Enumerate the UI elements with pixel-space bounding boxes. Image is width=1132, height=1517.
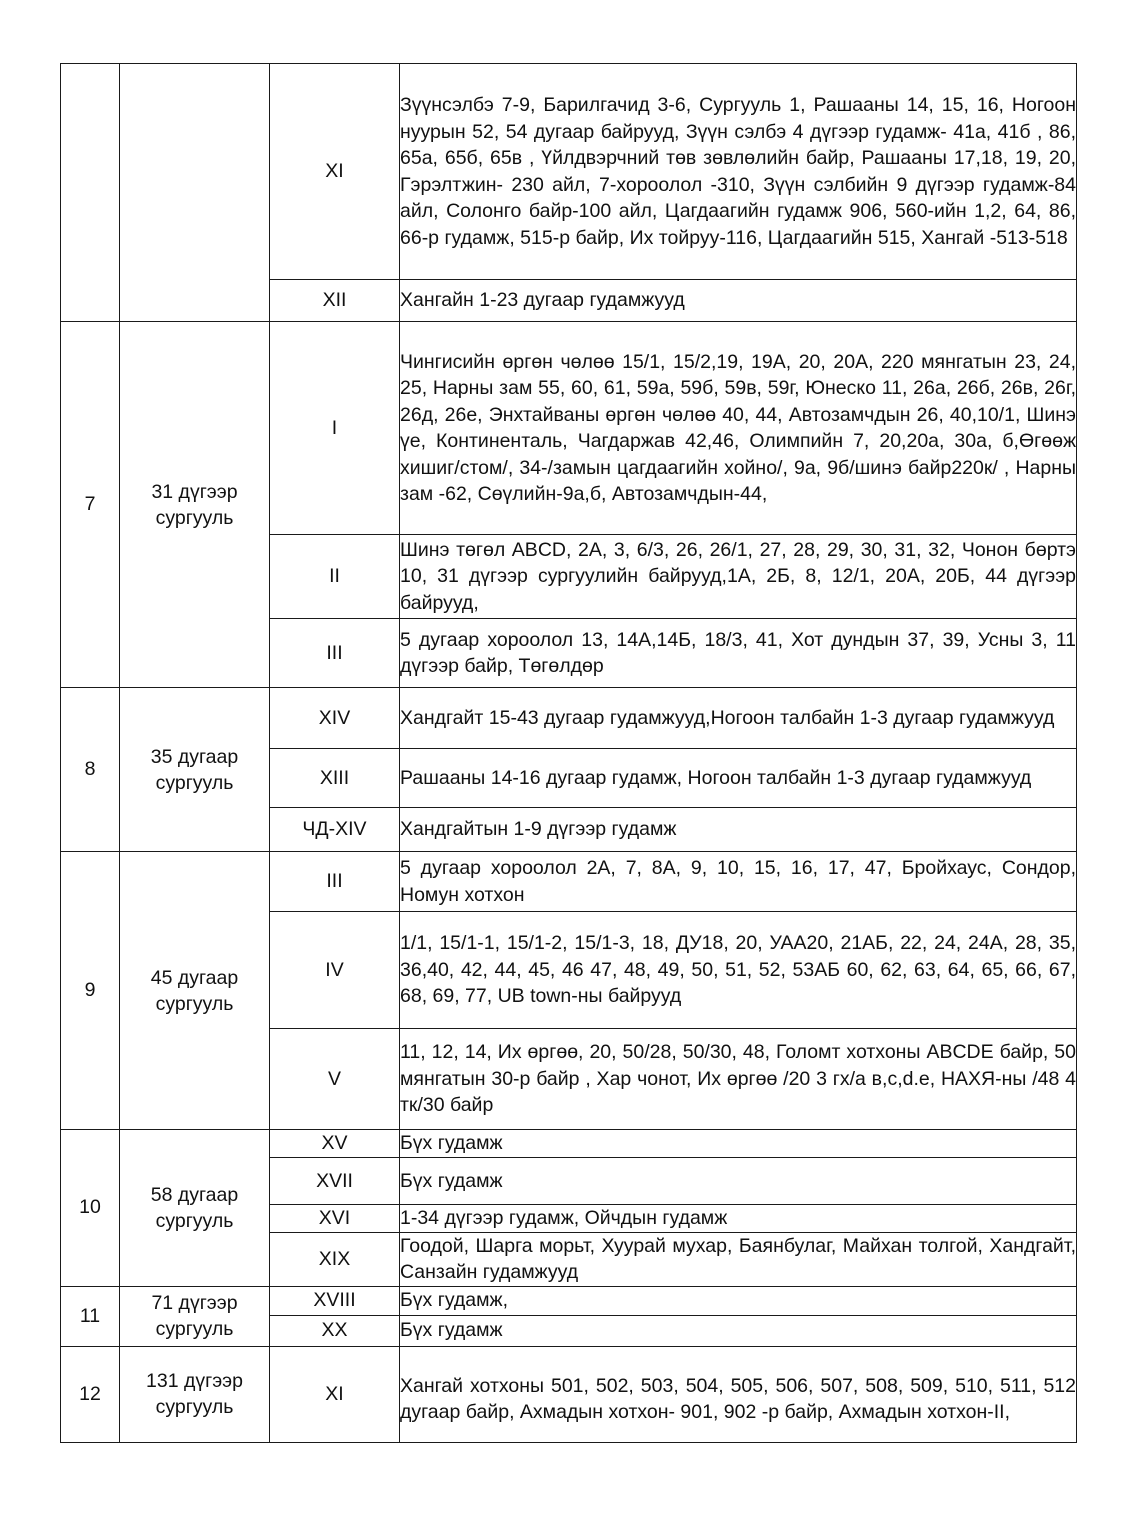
school-name-cell: 45 дугаар сургууль xyxy=(120,852,270,1130)
khoroo-cell: XI xyxy=(270,64,400,280)
table-row xyxy=(61,1130,1077,1158)
address-cell: Зүүнсэлбэ 7-9, Барилгачид 3-6, Сургууль 1, Рашааны 14, 15, 16, Ногоон нуурын 52, 54 дугаар байрууд, Зүүн сэлбэ 4 дүгээр гудамж- 41а, 41б , 86, 65а, 65б, 65в , Үйлдвэрчний төв зөвлөлийн байр, Рашааны 17,18, 19, 20, Гэрэлтжин- 230 айл, 7-хороолол -310, Зүүн сэлбийн 9 дүгээр гудамж-84 айл, Солонго байр-100 айл, Цагдаагийн гудамж 906, 560-ийн 1,2, 64, 86, 66-р гудамж, 515-р байр, Их тойруу-116, Цагдаагийн 515, Хангай -513-518 xyxy=(400,64,1077,280)
group-number-cell xyxy=(61,64,120,322)
address-cell: Бүх гудамж, xyxy=(400,1286,1077,1315)
address-cell: Хангайн 1-23 дугаар гудамжууд xyxy=(400,280,1077,322)
khoroo-cell: XVI xyxy=(270,1205,400,1233)
table-row xyxy=(61,322,1077,535)
group-number-cell: 8 xyxy=(61,688,120,852)
address-cell: 5 дугаар хороолол 13, 14А,14Б, 18/3, 41, Хот дундын 37, 39, Усны 3, 11 дүгээр байр, Төгөлдөр xyxy=(400,619,1077,688)
address-cell: Рашааны 14-16 дугаар гудамж, Ногоон талбайн 1-3 дугаар гудамжууд xyxy=(400,749,1077,808)
group-number-cell: 11 xyxy=(61,1286,120,1346)
khoroo-cell: XVII xyxy=(270,1158,400,1205)
khoroo-cell: III xyxy=(270,852,400,912)
school-name-cell xyxy=(120,64,270,322)
address-cell: 1/1, 15/1-1, 15/1-2, 15/1-3, 18, ДУ18, 20, УАА20, 21АБ, 22, 24, 24А, 28, 35, 36,40, 42, 44, 45, 46 47, 48, 49, 50, 51, 52, 53АБ 60, 62, 63, 64, 65, 66, 67, 68, 69, 77, UB town-ны байрууд xyxy=(400,912,1077,1029)
address-cell: 5 дугаар хороолол 2А, 7, 8А, 9, 10, 15, 16, 17, 47, Бройхаус, Сондор, Номун хотхон xyxy=(400,852,1077,912)
address-cell: 1-34 дүгээр гудамж, Ойчдын гудамж xyxy=(400,1205,1077,1233)
khoroo-cell: XV xyxy=(270,1130,400,1158)
address-cell: Хандгайтын 1-9 дүгээр гудамж xyxy=(400,808,1077,852)
table-row xyxy=(61,1346,1077,1442)
school-name-cell: 58 дугаар сургууль xyxy=(120,1130,270,1287)
address-cell: Бүх гудамж xyxy=(400,1315,1077,1346)
khoroo-cell: I xyxy=(270,322,400,535)
address-cell: Бүх гудамж xyxy=(400,1130,1077,1158)
khoroo-cell: XII xyxy=(270,280,400,322)
khoroo-cell: XIV xyxy=(270,688,400,749)
school-name-cell: 71 дүгээр сургууль xyxy=(120,1286,270,1346)
address-cell: Чингисийн өргөн чөлөө 15/1, 15/2,19, 19А, 20, 20А, 220 мянгатын 23, 24, 25, Нарны зам 55, 60, 61, 59а, 59б, 59в, 59г, Юнеско 11, 26а, 26б, 26в, 26г, 26д, 26е, Энхтайваны өргөн чөлөө 40, 44, Автозамчдын 26, 40,10/1, Шинэ үе, Континенталь, Чагдаржав 42,46, Олимпийн 7, 20,20а, 30а, б,Өгөөж хишиг/стом/, 34-/замын цагдаагийн хойно/, 9а, 9б/шинэ байр220к/ , Нарны зам -62, Сөүлийн-9а,б, Автозамчдын-44, xyxy=(400,322,1077,535)
group-number-cell: 9 xyxy=(61,852,120,1130)
school-name-cell: 131 дүгээр сургууль xyxy=(120,1346,270,1442)
khoroo-cell: XI xyxy=(270,1346,400,1442)
table-row xyxy=(61,688,1077,749)
group-number-cell: 10 xyxy=(61,1130,120,1287)
address-cell: Гоодой, Шарга морьт, Хуурай мухар, Баянбулаг, Майхан толгой, Хандгайт, Санзайн гудамжууд xyxy=(400,1232,1077,1286)
group-number-cell: 7 xyxy=(61,322,120,688)
khoroo-cell: ЧД-XIV xyxy=(270,808,400,852)
school-name-cell: 35 дугаар сургууль xyxy=(120,688,270,852)
table-row xyxy=(61,852,1077,912)
address-cell: Хандгайт 15-43 дугаар гудамжууд,Ногоон талбайн 1-3 дугаар гудамжууд xyxy=(400,688,1077,749)
address-cell: Бүх гудамж xyxy=(400,1158,1077,1205)
khoroo-cell: XVIII xyxy=(270,1286,400,1315)
khoroo-cell: IV xyxy=(270,912,400,1029)
khoroo-cell: V xyxy=(270,1029,400,1130)
table-row xyxy=(61,1286,1077,1315)
group-number-cell: 12 xyxy=(61,1346,120,1442)
khoroo-cell: XX xyxy=(270,1315,400,1346)
khoroo-cell: XIII xyxy=(270,749,400,808)
table-row xyxy=(61,64,1077,280)
khoroo-cell: II xyxy=(270,535,400,619)
school-district-table xyxy=(60,63,1077,1443)
school-name-cell: 31 дүгээр сургууль xyxy=(120,322,270,688)
address-cell: 11, 12, 14, Их өргөө, 20, 50/28, 50/30, 48, Голомт хотхоны ABCDE байр, 50 мянгатын 30-р байр , Хар чонот, Их өргөө /20 3 гх/а в,c,d.e, НАХЯ-ны /48 4 тк/30 байр xyxy=(400,1029,1077,1130)
khoroo-cell: III xyxy=(270,619,400,688)
khoroo-cell: XIX xyxy=(270,1232,400,1286)
address-cell: Шинэ төгөл ABCD, 2А, 3, 6/3, 26, 26/1, 27, 28, 29, 30, 31, 32, Чонон бөртэ 10, 31 дүгээр сургуулийн байрууд,1А, 2Б, 8, 12/1, 20А, 20Б, 44 дүгээр байрууд, xyxy=(400,535,1077,619)
address-cell: Хангай хотхоны 501, 502, 503, 504, 505, 506, 507, 508, 509, 510, 511, 512 дугаар байр, Ахмадын хотхон- 901, 902 -р байр, Ахмадын хотхон-II, xyxy=(400,1346,1077,1442)
